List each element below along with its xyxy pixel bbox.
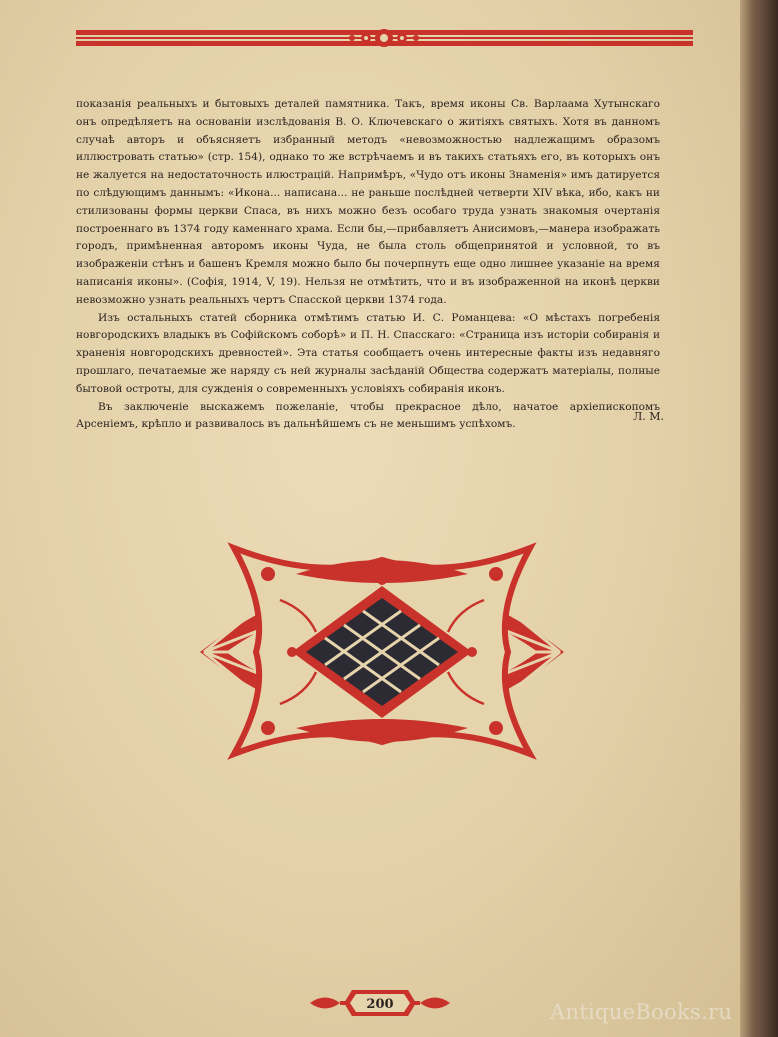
author-signature: Л. М. xyxy=(633,410,664,423)
article-text xyxy=(76,96,660,434)
decorative-ornament-icon xyxy=(196,540,568,762)
paragraph-2: Изъ остальныхъ статей сборника отмѣтимъ статью И. С. Романцева: «О мѣстахъ погребенія новгородскихъ владыкъ въ Софійскомъ соборѣ» и П. Н. Спасскаго: «Страница изъ исторіи собиранія и храненія новгородскихъ древностей». Эта статья сообщаетъ очень интересные факты изъ недавняго прошлаго, печатаемые же наряду съ ней журналы засѣданій Общества содержатъ матеріалы, полные бытовой остроты, для сужденія о современныхъ условіяхъ собиранія иконъ. xyxy=(76,311,660,395)
header-ornament-band xyxy=(76,26,693,50)
paragraph-1: показанія реальныхъ и бытовыхъ деталей памятника. Такъ, время иконы Св. Варлаама Хутынскаго онъ опредѣляетъ на основаніи изслѣдованія В. О. Ключевскаго о житіяхъ святыхъ. Хотя въ данномъ случаѣ авторъ и объясняетъ избранный методъ «невозможностью надлежащимъ образомъ иллюстровать статью» (стр. 154), однако то же встрѣчаемъ и въ такихъ статьяхъ его, въ которыхъ онъ не жалуется на недостаточность илюстрацій. Напримѣръ, «Чудо отъ иконы Знаменія» имъ датируется по слѣдующимъ даннымъ: «Икона... написана... не раньше послѣдней четверти XIV вѣка, ибо, какъ ни стилизованы формы церкви Спаса, въ нихъ можно безъ особаго труда узнать знакомыя очертанія построеннаго въ 1374 году каменнаго храма. Если бы,—прибавляетъ Анисимовъ,—манера изображать городъ, примѣненная авторомъ иконы Чуда, не была столь общепринятой и условной, то въ изображеніи стѣнъ и башенъ Кремля можно было бы почерпнуть еще одно лишнее указаніе на время написанія иконы». (Софія, 1914, V, 19). Нельзя не отмѣтить, что и въ изображенной на иконѣ церкви невозможно узнать реальныхъ чертъ Спасской церкви 1374 года. xyxy=(76,98,660,306)
watermark: AntiqueBooks.ru xyxy=(550,1000,733,1024)
page-edge xyxy=(740,0,778,1037)
page-number: 200 xyxy=(366,997,394,1012)
paragraph-3: Въ заключеніе выскажемъ пожеланіе, чтобы прекрасное дѣло, начатое архіепископомъ Арсеніемъ, крѣпло и развивалось въ дальнѣйшемъ съ не меньшимъ успѣхомъ. xyxy=(76,400,660,431)
